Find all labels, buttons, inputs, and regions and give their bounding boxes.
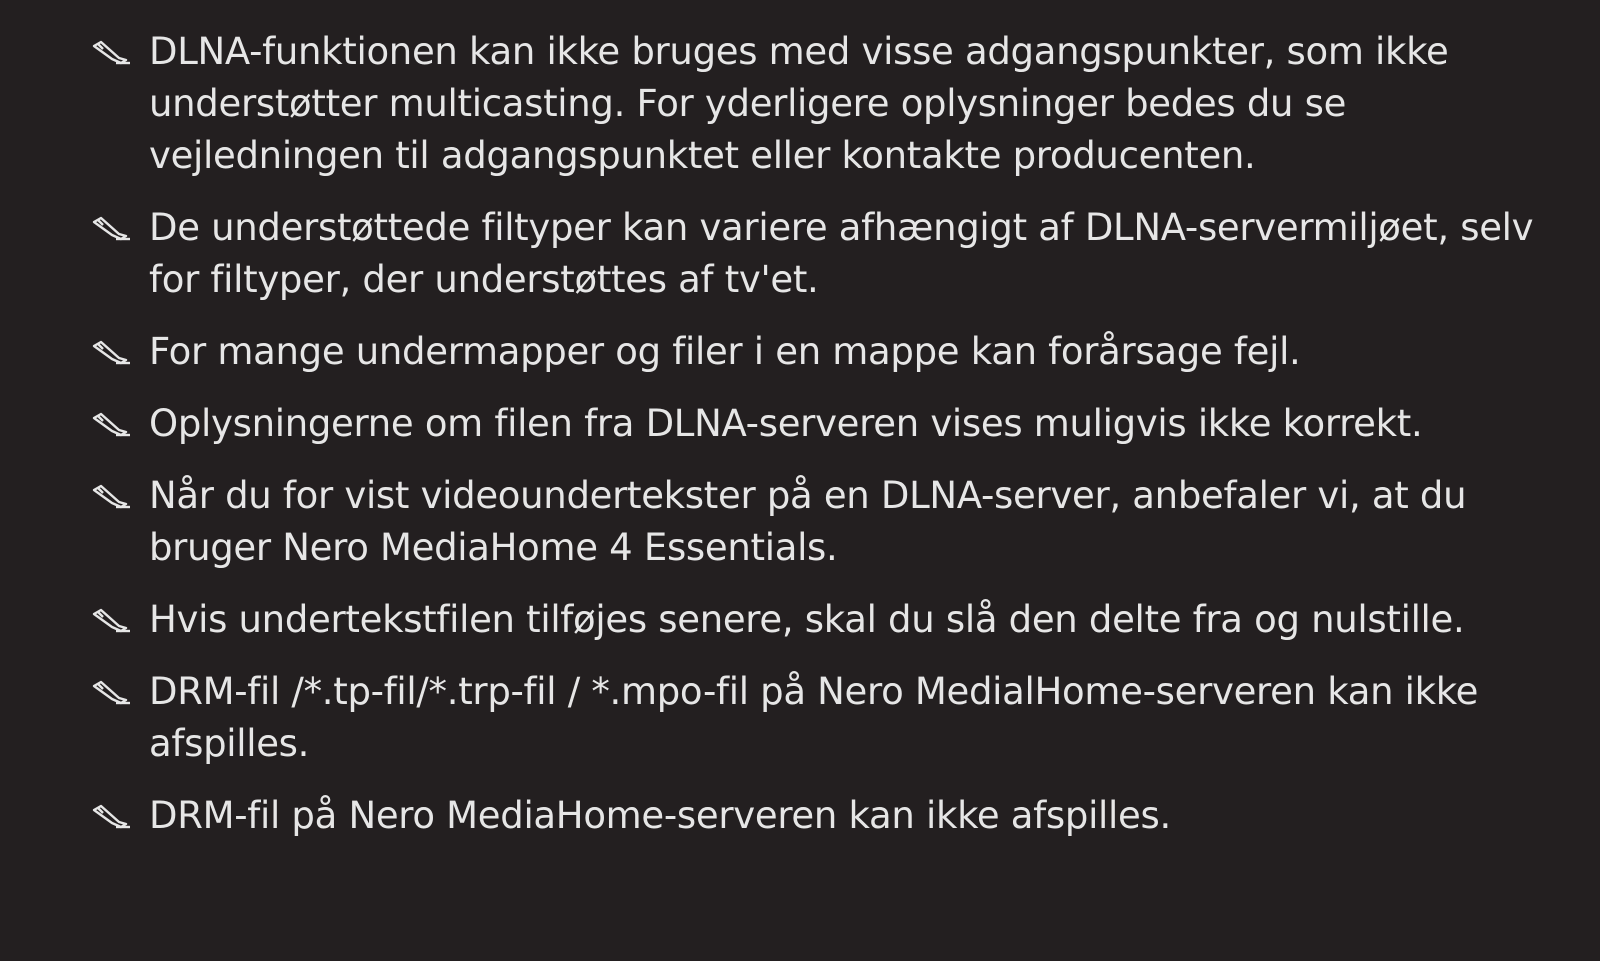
note-text: Når du for vist videoundertekster på en DLNA-server, anbefaler vi, at du bruger Nero MediaHome 4 Essentials.: [149, 474, 1467, 569]
note-item: [92, 790, 1572, 842]
note-item: [92, 398, 1572, 450]
note-item: [92, 326, 1572, 378]
note-item: [92, 666, 1572, 770]
notes-list: [92, 26, 1572, 862]
note-item: [92, 470, 1572, 574]
pencil-note-icon: [92, 338, 132, 366]
pencil-note-icon: [92, 38, 132, 66]
note-text: For mange undermapper og filer i en mappe kan forårsage fejl.: [149, 330, 1301, 373]
pencil-note-icon: [92, 678, 132, 706]
note-item: [92, 594, 1572, 646]
pencil-note-icon: [92, 410, 132, 438]
note-text: DLNA-funktionen kan ikke bruges med visse adgangspunkter, som ikke understøtter multicasting. For yderligere oplysninger bedes du se vejledningen til adgangspunktet eller kontakte producenten.: [149, 30, 1449, 177]
pencil-note-icon: [92, 606, 132, 634]
note-text: De understøttede filtyper kan variere afhængigt af DLNA-servermiljøet, selv for filtyper, der understøttes af tv'et.: [149, 206, 1534, 301]
note-item: [92, 202, 1572, 306]
pencil-note-icon: [92, 214, 132, 242]
note-text: DRM-fil på Nero MediaHome-serveren kan ikke afspilles.: [149, 794, 1171, 837]
note-item: [92, 26, 1572, 182]
note-text: Oplysningerne om filen fra DLNA-serveren vises muligvis ikke korrekt.: [149, 402, 1423, 445]
note-text: Hvis undertekstfilen tilføjes senere, skal du slå den delte fra og nulstille.: [149, 598, 1465, 641]
pencil-note-icon: [92, 482, 132, 510]
note-text: DRM-fil /*.tp-fil/*.trp-fil / *.mpo-fil på Nero MedialHome-serveren kan ikke afspilles.: [149, 670, 1479, 765]
pencil-note-icon: [92, 802, 132, 830]
